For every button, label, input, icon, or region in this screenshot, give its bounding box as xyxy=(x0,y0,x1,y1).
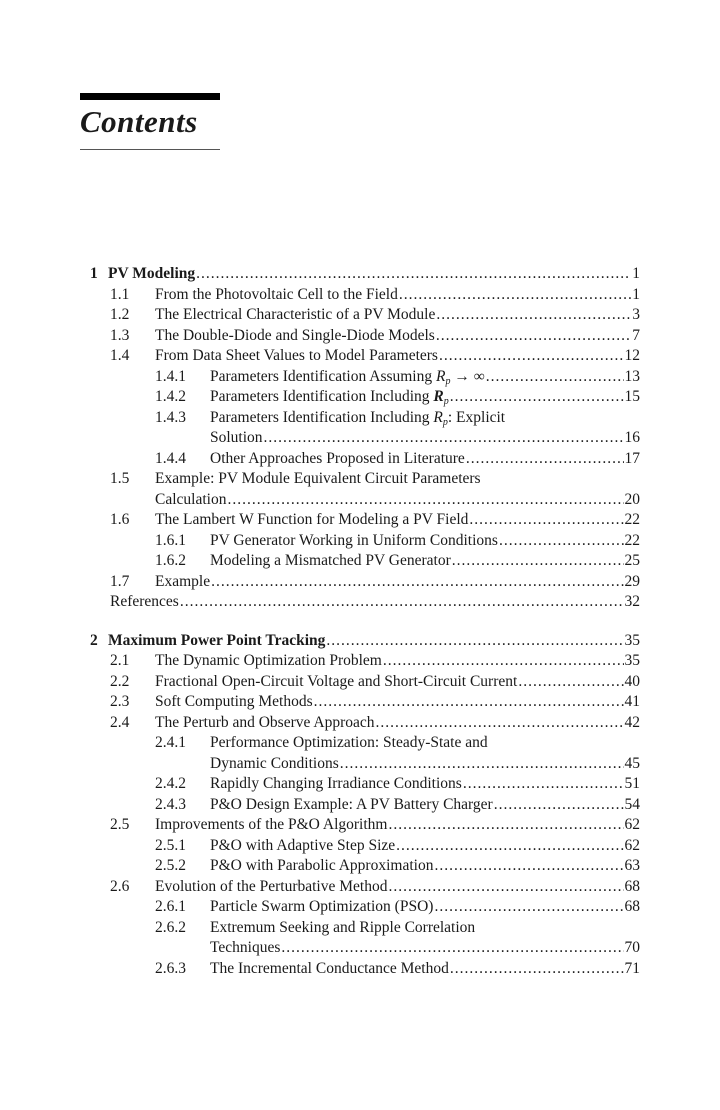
toc-entry[interactable] xyxy=(0,631,640,652)
dot-leader xyxy=(463,774,624,795)
dot-leader xyxy=(196,264,631,285)
entry-number: 1.2 xyxy=(110,306,130,323)
entry-title xyxy=(210,856,433,877)
entry-title xyxy=(210,531,498,552)
entry-title-text: Maximum Power Point Tracking xyxy=(108,631,326,649)
entry-title-continuation: Calculation xyxy=(155,490,227,508)
dot-leader xyxy=(314,692,624,713)
entry-title xyxy=(210,774,462,795)
entry-number: 1.6.1 xyxy=(155,531,186,549)
entry-number: 2.4 xyxy=(110,713,130,731)
toc-entry[interactable] xyxy=(0,449,640,470)
entry-number: 1.7 xyxy=(110,572,130,590)
entry-text xyxy=(155,572,640,593)
dot-leader xyxy=(180,592,624,613)
entry-text xyxy=(210,897,640,918)
entry-title-continuation: Techniques xyxy=(210,939,281,956)
entry-title-text: Example xyxy=(155,572,211,590)
page-number: 35 xyxy=(624,631,640,649)
page-number: 20 xyxy=(624,490,640,508)
entry-title-text: Example: PV Module Equivalent Circuit Parameters xyxy=(155,470,481,487)
toc-entry[interactable] xyxy=(0,264,640,285)
entry-number: 2.4.2 xyxy=(155,775,186,792)
toc-entry[interactable] xyxy=(0,326,640,347)
entry-number: 1.4 xyxy=(110,347,130,364)
entry-text xyxy=(210,918,640,939)
entry-text xyxy=(110,592,640,613)
entry-text xyxy=(210,856,640,877)
dot-leader xyxy=(388,815,623,836)
entry-title-text: P&O Design Example: A PV Battery Charger xyxy=(210,795,493,813)
dot-leader xyxy=(434,856,623,877)
math-subscript: p xyxy=(442,416,448,428)
math-symbol: R xyxy=(433,388,444,405)
page-number: 29 xyxy=(624,572,640,590)
entry-title-text: P&O with Adaptive Step Size xyxy=(210,836,396,854)
dot-leader xyxy=(450,959,624,980)
entry-title xyxy=(108,631,325,652)
page-number: 22 xyxy=(624,531,640,549)
entry-title-suffix: → ∞ xyxy=(450,367,485,385)
toc-entry[interactable] xyxy=(0,572,640,593)
entry-number: 1.4.4 xyxy=(155,449,186,467)
entry-number: 1.4.3 xyxy=(155,408,186,426)
entry-title-continuation: Solution xyxy=(210,429,263,446)
entry-title-text: Parameters Identification Including xyxy=(210,408,434,426)
math-symbol: R xyxy=(436,367,446,385)
dot-leader xyxy=(227,490,623,511)
dot-leader xyxy=(452,551,624,572)
page-number: 51 xyxy=(624,775,640,792)
entry-text xyxy=(210,836,640,857)
toc-entry[interactable] xyxy=(0,672,640,693)
entry-text xyxy=(210,959,640,980)
entry-title-text: Evolution of the Perturbative Method xyxy=(155,877,388,895)
heading-rule xyxy=(80,149,220,150)
toc-entry[interactable] xyxy=(0,774,640,795)
entry-number: 2.4.3 xyxy=(155,795,186,813)
page-number: 68 xyxy=(624,898,640,915)
toc-entry[interactable] xyxy=(0,897,640,918)
entry-title-text: The Lambert W Function for Modeling a PV Field xyxy=(155,511,469,528)
entry-title xyxy=(155,305,435,326)
toc-entry[interactable] xyxy=(0,592,640,613)
math-symbol: R xyxy=(433,408,443,426)
entry-text xyxy=(155,510,640,531)
entry-text xyxy=(155,672,640,693)
entry-title xyxy=(210,408,505,429)
toc-entry-continuation[interactable] xyxy=(0,754,640,775)
entry-number: 2.2 xyxy=(110,672,130,690)
page-number: 15 xyxy=(624,388,640,405)
entry-title-text: References xyxy=(110,593,179,610)
entry-title xyxy=(210,387,449,408)
entry-title-text: Parameters Identification Assuming xyxy=(210,367,436,385)
entry-title-text: From the Photovoltaic Cell to the Field xyxy=(155,285,398,303)
entry-number: 1.4.2 xyxy=(155,388,186,405)
toc-entry[interactable] xyxy=(0,469,640,490)
entry-number: 2.3 xyxy=(110,693,130,710)
entry-title xyxy=(155,672,517,693)
page-number: 70 xyxy=(624,939,640,956)
entry-title-text: Extremum Seeking and Ripple Correlation xyxy=(210,918,476,936)
entry-title-text: Performance Optimization: Steady-State and xyxy=(210,734,488,751)
entry-title xyxy=(210,551,451,572)
dot-leader xyxy=(469,510,623,531)
page-number: 35 xyxy=(624,652,640,669)
entry-number: 2.1 xyxy=(110,652,130,669)
entry-number: 2.4.1 xyxy=(155,734,186,751)
toc-entry[interactable] xyxy=(0,959,640,980)
entry-text xyxy=(210,531,640,552)
entry-title xyxy=(210,959,449,980)
entry-text xyxy=(155,305,640,326)
entry-number: 2.6 xyxy=(110,877,130,895)
toc-entry[interactable] xyxy=(0,713,640,734)
entry-title xyxy=(155,285,398,306)
entry-number: 2.6.3 xyxy=(155,959,186,977)
toc-entry[interactable] xyxy=(0,651,640,672)
page-number: 1 xyxy=(632,265,640,282)
page-number: 22 xyxy=(624,511,640,528)
math-expression xyxy=(433,409,447,426)
entry-title xyxy=(210,795,493,816)
dot-leader xyxy=(466,449,624,470)
dot-leader xyxy=(439,346,624,367)
entry-title-text: The Perturb and Observe Approach xyxy=(155,713,375,731)
entry-text xyxy=(210,387,640,408)
entry-title xyxy=(155,877,387,898)
entry-number: 2.6.2 xyxy=(155,918,186,936)
entry-title-text: P&O with Parabolic Approximation xyxy=(210,857,434,874)
dot-leader xyxy=(494,795,624,816)
entry-title xyxy=(210,918,475,939)
toc-entry[interactable] xyxy=(0,510,640,531)
entry-text xyxy=(155,713,640,734)
page-number: 1 xyxy=(632,285,640,303)
math-expression xyxy=(433,388,448,405)
entry-number: 1.6 xyxy=(110,511,130,528)
dot-leader xyxy=(434,897,623,918)
entry-number: 1.3 xyxy=(110,326,130,344)
page-number: 40 xyxy=(624,672,640,690)
page-number: 45 xyxy=(624,754,640,772)
entry-title-text: Fractional Open-Circuit Voltage and Short-Circuit Current xyxy=(155,672,518,690)
entry-title-text: Other Approaches Proposed in Literature xyxy=(210,449,465,467)
page-number: 17 xyxy=(624,449,640,467)
dot-leader xyxy=(264,428,624,449)
entry-text xyxy=(108,264,640,285)
entry-title-text: Particle Swarm Optimization (PSO) xyxy=(210,898,434,915)
entry-number: 1.6.2 xyxy=(155,552,186,569)
page-number: 41 xyxy=(624,693,640,710)
page-number: 54 xyxy=(624,795,640,813)
page-number: 71 xyxy=(624,959,640,977)
toc-entry[interactable] xyxy=(0,918,640,939)
entry-text xyxy=(155,815,640,836)
entry-title-text: The Electrical Characteristic of a PV Module xyxy=(155,306,436,323)
entry-text xyxy=(155,469,640,490)
dot-leader xyxy=(211,572,623,593)
entry-title-text: The Double-Diode and Single-Diode Models xyxy=(155,326,435,344)
entry-title xyxy=(155,510,468,531)
dot-leader xyxy=(450,387,624,408)
entry-title-text: Parameters Identification Including xyxy=(210,388,434,405)
entry-title xyxy=(155,469,481,490)
entry-number: 2.5.1 xyxy=(155,836,186,854)
entry-title xyxy=(210,449,465,470)
entry-text xyxy=(210,938,640,959)
entry-title xyxy=(110,592,179,613)
entry-title xyxy=(210,367,485,388)
entry-title xyxy=(155,815,387,836)
entry-text xyxy=(210,551,640,572)
entry-title xyxy=(155,692,313,713)
entry-text xyxy=(210,754,640,775)
dot-leader xyxy=(396,836,623,857)
entry-title-text: Rapidly Changing Irradiance Conditions xyxy=(210,775,462,792)
dot-leader xyxy=(326,631,623,652)
entry-title-text: Modeling a Mismatched PV Generator xyxy=(210,552,451,569)
entry-title-text: Soft Computing Methods xyxy=(155,693,313,710)
toc-entry[interactable] xyxy=(0,551,640,572)
toc-entry[interactable] xyxy=(0,285,640,306)
toc-entry[interactable] xyxy=(0,387,640,408)
page-number: 25 xyxy=(624,552,640,569)
math-expression xyxy=(436,368,450,385)
dot-leader xyxy=(518,672,623,693)
page-number: 7 xyxy=(632,326,640,344)
dot-leader xyxy=(376,713,624,734)
table-of-contents xyxy=(0,264,720,979)
page-number: 16 xyxy=(624,429,640,446)
toc-entry-continuation[interactable] xyxy=(0,938,640,959)
entry-text xyxy=(155,692,640,713)
page-number: 3 xyxy=(632,306,640,323)
toc-entry[interactable] xyxy=(0,877,640,898)
dot-leader xyxy=(486,367,624,388)
toc-entry[interactable] xyxy=(0,733,640,754)
math-subscript: p xyxy=(443,396,449,407)
entry-title-text: From Data Sheet Values to Model Parameters xyxy=(155,347,438,364)
entry-text xyxy=(155,490,640,511)
page-number: 32 xyxy=(624,593,640,610)
toc-entry[interactable] xyxy=(0,367,640,388)
entry-number: 2.6.1 xyxy=(155,898,186,915)
entry-text xyxy=(210,733,640,754)
dot-leader xyxy=(388,877,623,898)
page-number: 68 xyxy=(624,877,640,895)
entry-text xyxy=(210,428,640,449)
entry-title xyxy=(210,836,395,857)
toc-entry-continuation[interactable] xyxy=(0,428,640,449)
page-number: 63 xyxy=(624,857,640,874)
page-number: 13 xyxy=(624,367,640,385)
entry-title-text: Improvements of the P&O Algorithm xyxy=(155,816,388,833)
toc-entry[interactable] xyxy=(0,836,640,857)
entry-title-text: The Dynamic Optimization Problem xyxy=(155,652,382,669)
entry-text xyxy=(155,285,640,306)
entry-number: 1.5 xyxy=(110,470,130,487)
entry-number: 1.1 xyxy=(110,285,130,303)
dot-leader xyxy=(436,305,631,326)
page-number: 12 xyxy=(624,347,640,364)
page-number: 42 xyxy=(624,713,640,731)
dot-leader xyxy=(281,938,623,959)
entry-title-text: The Incremental Conductance Method xyxy=(210,959,449,977)
entry-title xyxy=(155,346,438,367)
dot-leader xyxy=(383,651,624,672)
entry-text xyxy=(210,795,640,816)
toc-entry-continuation[interactable] xyxy=(0,490,640,511)
toc-entry[interactable] xyxy=(0,408,640,429)
dot-leader xyxy=(436,326,631,347)
entry-text xyxy=(155,326,640,347)
entry-text xyxy=(155,877,640,898)
toc-entry[interactable] xyxy=(0,531,640,552)
entry-title xyxy=(155,651,382,672)
page-number: 62 xyxy=(624,836,640,854)
entry-text xyxy=(155,651,640,672)
entry-title-suffix: : Explicit xyxy=(447,408,506,426)
entry-title-text: PV Generator Working in Uniform Conditions xyxy=(210,531,498,549)
toc-entry[interactable] xyxy=(0,795,640,816)
entry-title xyxy=(155,572,210,593)
page-title: Contents xyxy=(80,104,198,139)
entry-title-text: PV Modeling xyxy=(108,265,196,282)
entry-number: 2.5 xyxy=(110,816,130,833)
entry-text xyxy=(155,346,640,367)
entry-title xyxy=(155,713,375,734)
entry-number: 2.5.2 xyxy=(155,857,186,874)
toc-entry[interactable] xyxy=(0,856,640,877)
dot-leader xyxy=(399,285,631,306)
page-number: 62 xyxy=(624,816,640,833)
toc-entry[interactable] xyxy=(0,692,640,713)
entry-title xyxy=(155,326,435,347)
entry-title xyxy=(210,733,488,754)
toc-entry[interactable] xyxy=(0,346,640,367)
dot-leader xyxy=(340,754,624,775)
entry-text xyxy=(210,408,640,429)
entry-text xyxy=(108,631,640,652)
toc-entry[interactable] xyxy=(0,815,640,836)
entry-number: 2 xyxy=(90,631,98,649)
dot-leader xyxy=(499,531,624,552)
entry-text xyxy=(210,449,640,470)
entry-title xyxy=(108,264,195,285)
entry-text xyxy=(210,367,640,388)
math-subscript: p xyxy=(445,375,451,387)
entry-title xyxy=(210,897,433,918)
toc-entry[interactable] xyxy=(0,305,640,326)
entry-title-continuation: Dynamic Conditions xyxy=(210,754,339,772)
heading-bar xyxy=(80,93,220,100)
entry-number: 1 xyxy=(90,265,98,282)
entry-text xyxy=(210,774,640,795)
entry-number: 1.4.1 xyxy=(155,367,186,385)
